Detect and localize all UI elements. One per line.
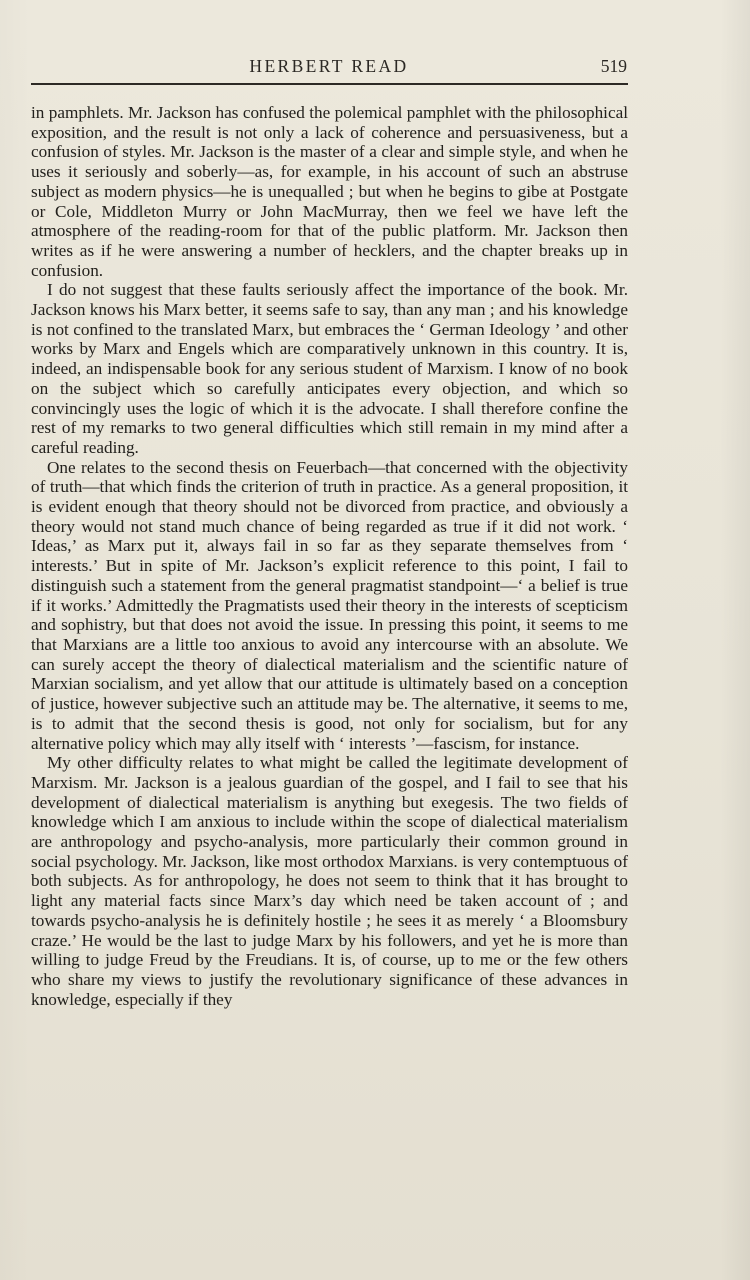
- paragraph-1: in pamphlets. Mr. Jackson has confused the polemical pamphlet with the philosophical exposition, and the result is not only a lack of coherence and persuasiveness, but a confusion of styles. Mr. Jackson is the master of a clear and simple style, and when he uses it seriously and soberly—as, for example, in his account of such an abstruse subject as modern physics—he is unequalled ; but when he begins to gibe at Postgate or Cole, Middleton Murry or John MacMurray, then we feel we have left the atmosphere of the reading-room for that of the public platform. Mr. Jackson then writes as if he were answering a number of hecklers, and the chapter breaks up in confusion.: [31, 103, 628, 280]
- page-number: 519: [600, 56, 627, 76]
- paragraph-2: I do not suggest that these faults seriously affect the importance of the book. Mr. Jackson knows his Marx better, it seems safe to say, than any man ; and his knowledge is not confined to the translated Marx, but embraces the ‘ German Ideology ’ and other works by Marx and Engels which are comparatively unknown in this country. It is, indeed, an indispensable book for any serious student of Marxism. I know of no book on the subject which so carefully anticipates every objection, and which so convincingly uses the logic of which it is the advocate. I shall therefore confine the rest of my remarks to two general difficulties which still remain in my mind after a careful reading.: [31, 280, 628, 457]
- running-head: HERBERT READ: [249, 56, 409, 76]
- page-header: [31, 54, 627, 84]
- header-rule: [31, 83, 628, 85]
- body-text: [31, 103, 628, 1009]
- paragraph-4: My other difficulty relates to what might be called the legitimate development of Marxism. Mr. Jackson is a jealous guardian of the gospel, and I fail to see that his development of dialectical materialism is anything but exegesis. The two fields of knowledge which I am anxious to include within the scope of dialectical materialism are anthropology and psycho-analysis, more particularly their common ground in social psychology. Mr. Jackson, like most orthodox Marxians. is very contemptuous of both subjects. As for anthropology, he does not seem to think that it has brought to light any material facts since Marx’s day which need be taken account of ; and towards psycho-analysis he is definitely hostile ; he sees it as merely ‘ a Bloomsbury craze.’ He would be the last to judge Marx by his followers, and yet he is more than willing to judge Freud by the Freudians. It is, of course, up to me or the few others who share my views to justify the revolutionary significance of these advances in knowledge, especially if they: [31, 753, 628, 1009]
- paragraph-3: One relates to the second thesis on Feuerbach—that concerned with the objectivity of truth—that which finds the criterion of truth in practice. As a general proposition, it is evident enough that theory should not be divorced from practice, and obviously a theory would not stand much chance of being regarded as true if it did not work. ‘ Ideas,’ as Marx put it, always fail in so far as they separate themselves from ‘ interests.’ But in spite of Mr. Jackson’s explicit reference to this point, I fail to distinguish such a statement from the general pragmatist standpoint—‘ a belief is true if it works.’ Admittedly the Pragmatists used their theory in the interests of scepticism and sophistry, but that does not avoid the issue. In pressing this point, it seems to me that Marxians are a little too anxious to avoid any intercourse with an absolute. We can surely accept the theory of dialectical materialism and the scientific nature of Marxian socialism, and yet allow that our attitude is ultimately based on a conception of justice, however subjective such an attitude may be. The alternative, it seems to me, is to admit that the second thesis is good, not only for socialism, but for any alternative policy which may ally itself with ‘ interests ’—fascism, for instance.: [31, 457, 628, 753]
